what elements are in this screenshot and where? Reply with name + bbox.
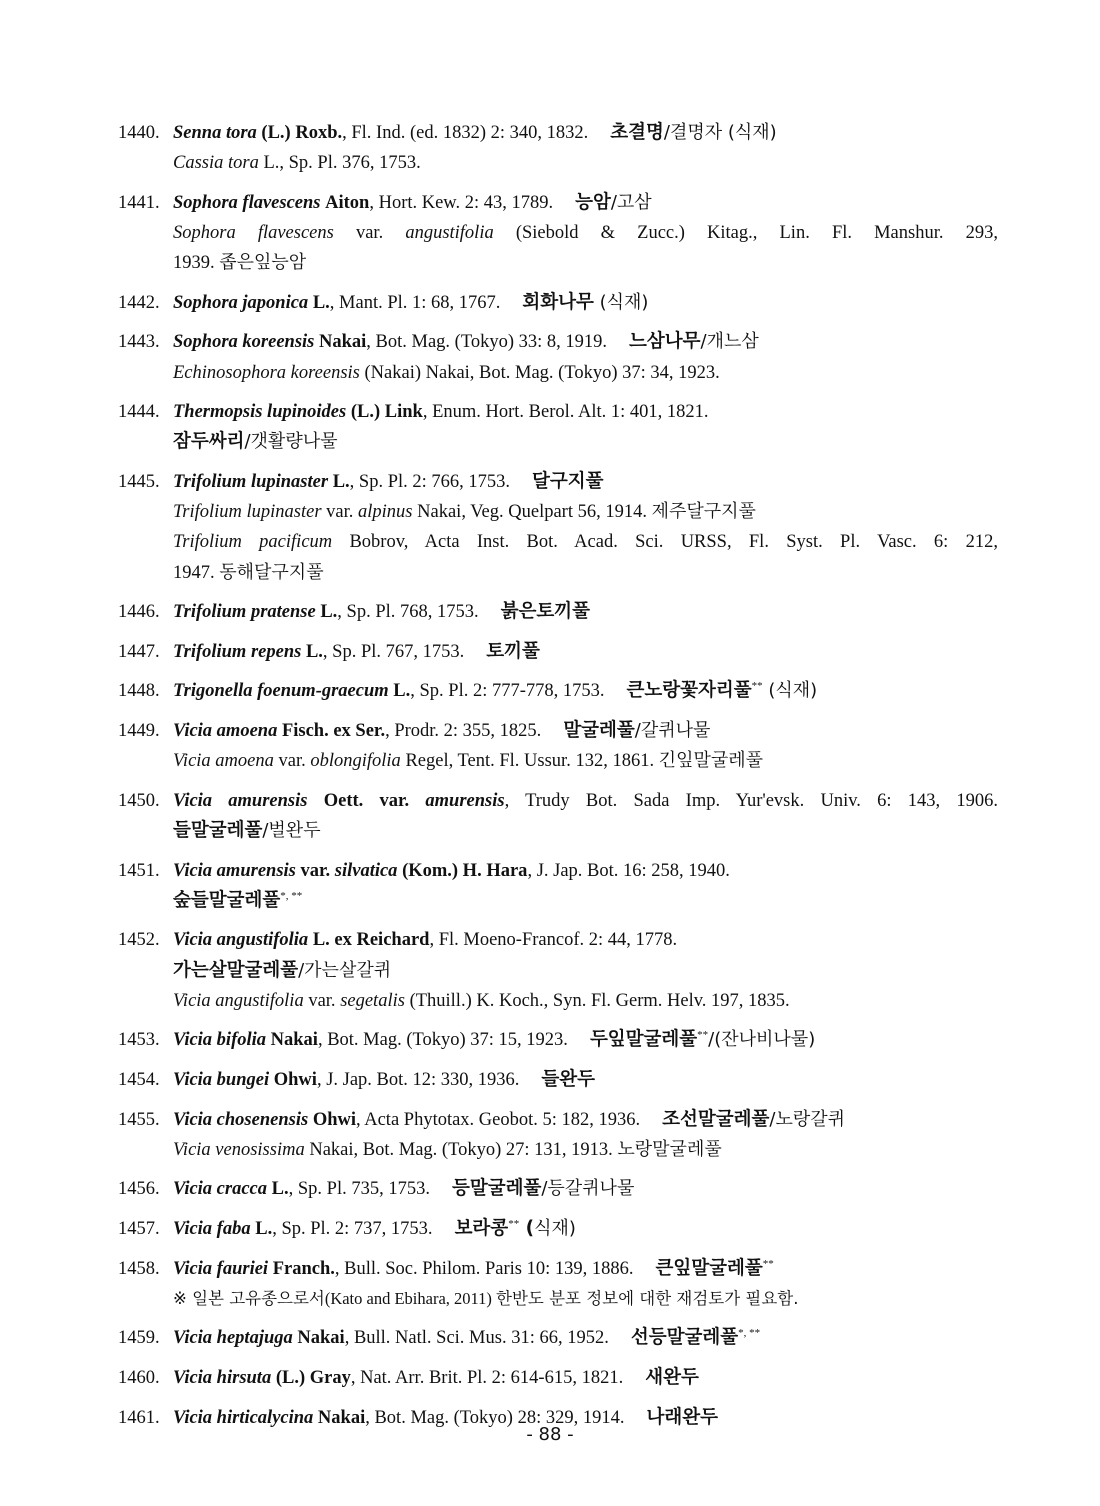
korean-name: /(잔나비나물) — [708, 1029, 816, 1051]
scientific-name: Trifolium pratense — [173, 602, 316, 623]
entry-number: 1449. — [118, 720, 160, 741]
citation-text: , Sp. Pl. 2: 777-778, 1753. — [410, 681, 605, 702]
citation-text: , Sp. Pl. 735, 1753. — [288, 1179, 430, 1200]
author-name: Nakai — [270, 1030, 318, 1051]
entry-number: 1461. — [118, 1407, 160, 1428]
accepted-korean-name: 가는살말굴레풀 — [173, 959, 299, 981]
entry-main-line — [118, 786, 998, 816]
synonym-name: angustifolia — [405, 223, 494, 243]
synonym-name: Trifolium pacificum — [173, 532, 333, 553]
citation-text: (Siebold & Zucc.) Kitag., Lin. Fl. Manshur. 293, — [493, 223, 998, 243]
species-entry — [118, 1363, 998, 1393]
synonym-name: oblongifolia — [310, 751, 401, 772]
accepted-korean-name: 큰잎말굴레풀 — [655, 1257, 763, 1279]
scientific-name: Vicia hirticalycina — [173, 1407, 314, 1428]
accepted-korean-name: 보라콩 — [454, 1217, 509, 1239]
footnote-mark: *, ** — [280, 889, 303, 902]
author-name: Nakai — [318, 332, 367, 353]
entry-number: 1450. — [118, 790, 160, 811]
species-entry — [118, 467, 998, 588]
citation-text: , Nat. Arr. Brit. Pl. 2: 614-615, 1821. — [350, 1367, 624, 1388]
scientific-name: Trifolium repens — [173, 641, 302, 662]
scientific-name: Vicia bifolia — [173, 1030, 267, 1051]
author-name: L. — [332, 471, 350, 492]
entry-continuation-line — [118, 148, 998, 178]
citation-text: var. — [303, 990, 341, 1011]
entry-main-line — [118, 467, 998, 497]
accepted-korean-name: 등말굴레풀 — [451, 1178, 542, 1200]
species-entry — [118, 1254, 998, 1314]
accepted-korean-name: 회화나무 — [522, 291, 594, 313]
entry-continuation-line — [118, 956, 998, 986]
entry-continuation-line — [118, 358, 998, 388]
citation-text: , Bot. Mag. (Tokyo) 33: 8, 1919. — [366, 332, 608, 353]
citation-text: , Sp. Pl. 768, 1753. — [337, 602, 479, 623]
entry-number: 1452. — [118, 930, 160, 951]
scientific-name: Thermopsis lupinoides — [173, 402, 347, 423]
entry-main-line — [118, 637, 998, 667]
entry-main-line — [118, 1065, 998, 1095]
scientific-name: Trifolium lupinaster — [173, 471, 329, 492]
entry-main-line — [118, 1323, 998, 1353]
footnote-mark: ** — [751, 680, 763, 693]
entry-continuation-line — [118, 527, 998, 557]
synonym-name: alpinus — [358, 502, 413, 523]
synonym-name: segetalis — [340, 990, 405, 1011]
korean-name: /개느삼 — [700, 331, 759, 353]
citation-text — [307, 791, 323, 811]
korean-name: /등갈퀴나물 — [541, 1178, 635, 1200]
korean-name: 동해달구지풀 — [219, 561, 324, 583]
entry-number: 1457. — [118, 1218, 160, 1239]
citation-text: var. — [321, 502, 359, 523]
citation-text: , Sp. Pl. 2: 766, 1753. — [349, 471, 511, 492]
entry-main-line — [118, 1363, 998, 1393]
entry-main-line — [118, 716, 998, 746]
entry-main-line — [118, 1254, 998, 1284]
citation-text: 1947. — [173, 562, 220, 583]
scientific-name: Vicia cracca — [173, 1179, 268, 1200]
entry-continuation-line — [118, 427, 998, 457]
korean-name: (식재) — [593, 291, 649, 313]
footnote-mark: *, ** — [738, 1327, 761, 1340]
entry-number: 1451. — [118, 860, 160, 881]
accepted-korean-name: 초결명 — [610, 122, 664, 143]
entry-continuation-line — [118, 218, 998, 248]
author-name: Aiton — [325, 192, 370, 213]
author-name: L. — [320, 602, 338, 623]
species-entry — [118, 786, 998, 846]
accepted-korean-name: 큰노랑꽃자리풀 — [626, 680, 752, 702]
author-name: Nakai — [297, 1328, 345, 1349]
citation-text: (Nakai) Nakai, Bot. Mag. (Tokyo) 37: 34, 1923. — [359, 362, 720, 383]
entry-continuation-line — [118, 986, 998, 1016]
scientific-name: Vicia amurensis — [173, 790, 308, 811]
entry-main-line — [118, 676, 998, 706]
species-entry — [118, 327, 998, 387]
citation-text: , Enum. Hort. Berol. Alt. 1: 401, 1821. — [422, 402, 709, 423]
entry-main-line — [118, 397, 998, 427]
note-text: (Kato and Ebihara, 2011) — [324, 1288, 497, 1308]
species-entry — [118, 856, 998, 916]
author-name: var. — [300, 860, 335, 881]
author-name: L. — [305, 641, 323, 662]
entry-number: 1446. — [118, 602, 160, 623]
citation-text: var. — [333, 223, 406, 243]
synonym-name: Vicia amoena — [173, 751, 274, 772]
scientific-name: Trigonella foenum-graecum — [173, 681, 389, 702]
author-name: Fisch. ex Ser. — [281, 720, 386, 741]
accepted-korean-name: ( — [519, 1217, 535, 1239]
citation-text: , J. Jap. Bot. 12: 330, 1936. — [316, 1069, 520, 1090]
scientific-name: silvatica — [334, 860, 398, 881]
entry-number: 1443. — [118, 332, 160, 353]
author-name: L. — [255, 1218, 273, 1239]
citation-text: , Bot. Mag. (Tokyo) 28: 329, 1914. — [365, 1407, 625, 1428]
entry-number: 1448. — [118, 681, 160, 702]
entry-number: 1445. — [118, 471, 160, 492]
citation-text: var. — [273, 751, 311, 772]
species-entry — [118, 637, 998, 667]
accepted-korean-name: 들말굴레풀 — [173, 819, 263, 841]
entry-continuation-line — [118, 1284, 998, 1314]
footnote-mark: ** — [697, 1029, 709, 1042]
scientific-name: Vicia faba — [173, 1218, 251, 1239]
entry-continuation-line — [118, 497, 998, 527]
korean-name: 좁은잎능암 — [219, 252, 307, 274]
citation-text: , Fl. Moeno-Francof. 2: 44, 1778. — [429, 930, 678, 951]
entry-number: 1459. — [118, 1328, 160, 1349]
scientific-name: Vicia chosenensis — [173, 1109, 309, 1130]
author-name: L. — [393, 681, 411, 702]
entry-number: 1460. — [118, 1367, 160, 1388]
entry-main-line — [118, 188, 998, 218]
accepted-korean-name: 느삼나무 — [629, 331, 701, 353]
scientific-name: Vicia fauriei — [173, 1258, 269, 1279]
scientific-name: Vicia amoena — [173, 720, 278, 741]
accepted-korean-name: 새완두 — [645, 1366, 699, 1388]
accepted-korean-name: 들완두 — [541, 1068, 596, 1090]
accepted-korean-name: 조선말굴레풀 — [662, 1108, 770, 1130]
entry-number: 1442. — [118, 292, 160, 313]
scientific-name: Vicia angustifolia — [173, 930, 309, 951]
korean-name: /노랑갈퀴 — [769, 1108, 846, 1130]
citation-text: Nakai, Bot. Mag. (Tokyo) 27: 131, 1913. — [304, 1139, 618, 1160]
author-name: Oett. var. — [323, 790, 426, 811]
korean-name: 긴잎말굴레풀 — [658, 750, 764, 772]
species-entry — [118, 716, 998, 776]
note-text: ※ 일본 고유종으로서 — [173, 1288, 325, 1308]
page-number: - 88 - — [526, 1424, 574, 1445]
species-entry — [118, 1105, 998, 1165]
entry-number: 1441. — [118, 192, 160, 213]
species-entry — [118, 118, 998, 178]
entry-main-line — [118, 327, 998, 357]
entry-number: 1454. — [118, 1069, 160, 1090]
scientific-name: Vicia bungei — [173, 1069, 270, 1090]
scientific-name: Vicia heptajuga — [173, 1328, 293, 1349]
accepted-korean-name: 잠두싸리 — [173, 431, 245, 453]
scientific-name: Vicia hirsuta — [173, 1367, 272, 1388]
entry-main-line — [118, 1174, 998, 1204]
accepted-korean-name: 토끼풀 — [486, 640, 540, 662]
accepted-korean-name: 붉은토끼풀 — [500, 601, 590, 623]
entry-main-line — [118, 1025, 998, 1055]
synonym-name: Echinosophora koreensis — [173, 362, 360, 383]
scientific-name: Senna tora — [173, 123, 257, 143]
entry-main-line — [118, 925, 998, 955]
citation-text: , Trudy Bot. Sada Imp. Yur'evsk. Univ. 6: 143, 1906. — [504, 790, 999, 811]
species-entry — [118, 925, 998, 1016]
citation-text: , Sp. Pl. 2: 737, 1753. — [272, 1218, 433, 1239]
synonym-name: Vicia venosissima — [173, 1139, 305, 1160]
entry-main-line — [118, 856, 998, 886]
author-name: Ohwi — [312, 1109, 356, 1130]
species-entry — [118, 397, 998, 457]
author-name: Franch. — [272, 1258, 335, 1279]
synonym-name: Trifolium lupinaster — [173, 502, 322, 523]
entry-number: 1455. — [118, 1109, 160, 1130]
citation-text: , Bull. Natl. Sci. Mus. 31: 66, 1952. — [344, 1328, 609, 1349]
species-entry — [118, 188, 998, 279]
entry-continuation-line — [118, 886, 998, 916]
citation-text: , J. Jap. Bot. 16: 258, 1940. — [527, 860, 730, 881]
citation-text: , Hort. Kew. 2: 43, 1789. — [369, 192, 554, 213]
entry-continuation-line — [118, 558, 998, 588]
citation-text: , Fl. Ind. (ed. 1832) 2: 340, 1832. — [342, 123, 589, 143]
species-entry — [118, 1174, 998, 1204]
synonym-name: Sophora flavescens — [173, 223, 334, 243]
species-entry — [118, 597, 998, 627]
entry-number: 1440. — [118, 123, 160, 143]
author-name: Ohwi — [273, 1069, 317, 1090]
species-entry — [118, 1214, 998, 1244]
entry-main-line — [118, 1214, 998, 1244]
korean-name: 식재) — [534, 1217, 576, 1239]
citation-text: , Acta Phytotax. Geobot. 5: 182, 1936. — [356, 1109, 641, 1130]
synonym-name: Cassia tora — [173, 153, 259, 174]
author-name: (L.) Gray — [275, 1367, 351, 1388]
author-name: L. — [312, 292, 330, 313]
korean-name: /가는살갈퀴 — [298, 959, 392, 981]
entry-main-line — [118, 118, 998, 148]
species-list — [118, 118, 998, 1442]
entry-continuation-line — [118, 248, 998, 278]
note-text: 한반도 분포 정보에 대한 재검토가 필요함. — [496, 1288, 799, 1308]
citation-text: , Prodr. 2: 355, 1825. — [385, 720, 542, 741]
entry-continuation-line — [118, 1135, 998, 1165]
author-name: (Kom.) H. Hara — [402, 860, 528, 881]
accepted-korean-name: 선등말굴레풀 — [630, 1327, 739, 1349]
entry-number: 1458. — [118, 1258, 160, 1279]
synonym-name: Vicia angustifolia — [173, 990, 304, 1011]
footnote-mark: ** — [508, 1217, 520, 1230]
korean-name: /결명자 (식재) — [663, 122, 777, 143]
citation-text: , Bull. Soc. Philom. Paris 10: 139, 1886. — [334, 1258, 634, 1279]
footnote-mark: ** — [762, 1257, 774, 1270]
author-name: (L.) Roxb. — [261, 123, 343, 143]
entry-main-line — [118, 597, 998, 627]
scientific-name: Sophora japonica — [173, 292, 309, 313]
korean-name: 제주달구지풀 — [651, 501, 756, 523]
korean-name: /고삼 — [610, 191, 652, 213]
citation-text: , Mant. Pl. 1: 68, 1767. — [329, 292, 501, 313]
species-entry — [118, 1065, 998, 1095]
citation-text: L., Sp. Pl. 376, 1753. — [258, 153, 421, 174]
citation-text: Nakai, Veg. Quelpart 56, 1914. — [412, 502, 652, 523]
korean-name: 노랑말굴레풀 — [617, 1138, 722, 1160]
species-entry — [118, 1323, 998, 1353]
species-entry — [118, 288, 998, 318]
species-entry — [118, 676, 998, 706]
entry-main-line — [118, 288, 998, 318]
accepted-korean-name: 숲들말굴레풀 — [173, 889, 281, 911]
entry-continuation-line — [118, 746, 998, 776]
entry-number: 1447. — [118, 641, 160, 662]
korean-name: /갈퀴나물 — [634, 719, 711, 741]
accepted-korean-name: 말굴레풀 — [563, 719, 635, 741]
korean-name: /벌완두 — [262, 819, 321, 841]
species-entry — [118, 1025, 998, 1055]
citation-text: 1939. — [173, 253, 220, 274]
entry-number: 1456. — [118, 1179, 160, 1200]
scientific-name: Sophora koreensis — [173, 332, 315, 353]
citation-text: , Sp. Pl. 767, 1753. — [322, 641, 465, 662]
korean-name: (식재) — [762, 680, 818, 702]
author-name: (L.) Link — [350, 402, 423, 423]
accepted-korean-name: 두잎말굴레풀 — [589, 1029, 698, 1051]
accepted-korean-name: 나래완두 — [646, 1406, 718, 1428]
entry-continuation-line — [118, 816, 998, 846]
scientific-name: Sophora flavescens — [173, 192, 321, 213]
citation-text: Bobrov, Acta Inst. Bot. Acad. Sci. URSS, Fl. Syst. Pl. Vasc. 6: 212, — [332, 532, 998, 553]
entry-number: 1444. — [118, 402, 160, 423]
citation-text: , Bot. Mag. (Tokyo) 37: 15, 1923. — [317, 1030, 568, 1051]
citation-text: Regel, Tent. Fl. Ussur. 132, 1861. — [400, 751, 659, 772]
scientific-name: amurensis — [425, 790, 505, 811]
entry-number: 1453. — [118, 1030, 160, 1051]
citation-text: (Thuill.) K. Koch., Syn. Fl. Germ. Helv. 197, 1835. — [404, 990, 790, 1011]
accepted-korean-name: 달구지풀 — [532, 470, 604, 492]
korean-name: /갯활량나물 — [244, 431, 338, 453]
scientific-name: Vicia amurensis — [173, 860, 296, 881]
entry-main-line — [118, 1105, 998, 1135]
author-name: L. ex Reichard — [312, 930, 430, 951]
author-name: Nakai — [317, 1407, 366, 1428]
author-name: L. — [271, 1179, 289, 1200]
accepted-korean-name: 능암 — [575, 191, 611, 213]
